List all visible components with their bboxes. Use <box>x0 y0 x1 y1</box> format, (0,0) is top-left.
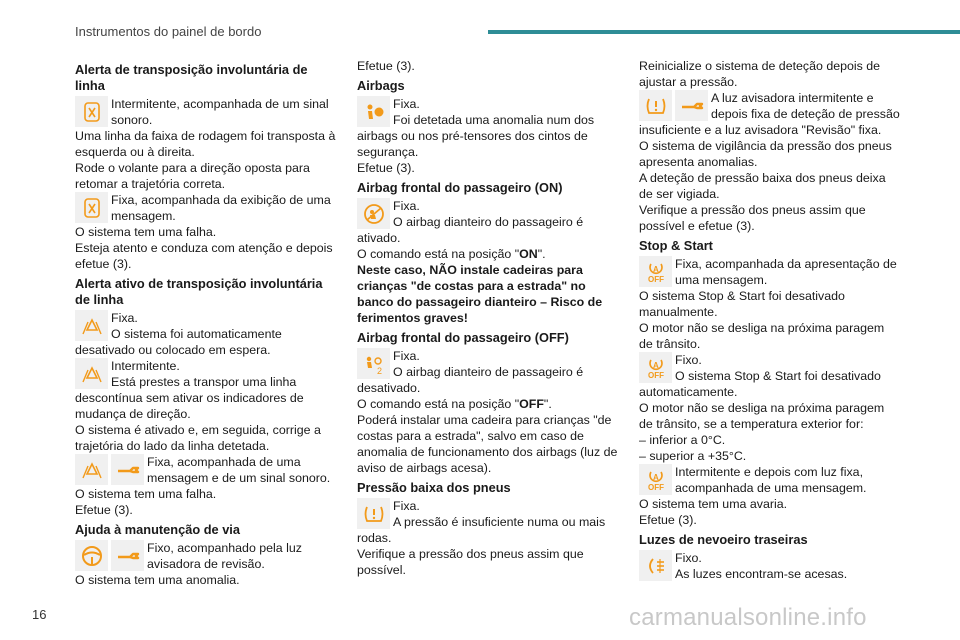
warning-entry: 2 Fixa. O airbag dianteiro de passageiro é desativado. <box>357 349 584 395</box>
svg-text:A: A <box>652 472 659 482</box>
section-title: Alerta de transposição involuntária de linha <box>75 62 308 93</box>
svg-text:2: 2 <box>376 365 382 376</box>
svg-text:OFF: OFF <box>647 370 664 380</box>
steering-wheel-icon <box>75 540 108 571</box>
warning-entry: A luz avisadora intermitente e depois fixa de deteção de pressão insuficiente e a luz avisadora "Revisão" fixa. <box>639 91 900 137</box>
warning-entry: Fixa, acompanhada de uma mensagem e de um sinal sonoro. <box>75 454 337 486</box>
passenger-airbag-off-icon <box>357 348 390 379</box>
section-title: Stop & Start <box>639 238 713 253</box>
page-number: 16 <box>32 607 47 622</box>
warning-entry: Intermitente. Está prestes a transpor uma linha descontínua sem ativar os indicadores de mudança de direção. <box>75 359 304 421</box>
column-1: Alerta de transposição involuntária de linha Intermitente, acompanhada de um sinal sonoro. Uma linha da faixa de rodagem foi transposta à esquerda ou à direita. Rode o volante para a direção oposta para retomar a trajetória correta. Fixa, acompanhada da exibição de uma mensagem. O sistema tem uma falha. Esteja atento e conduza com atenção e depois efetue (3). Alerta ativo de transposição involuntária de linha Fixa. O sistema foi automaticamente desativado ou colocado em espera. Intermitente. Está prestes a transpor uma linha descontínua sem ativar os indicadores de mudança de direção. O sistema é ativado e, em seguida, corrige a trajetória do lado da linha detetada. Fixa, acompanhada de uma mensagem e de um sinal sonoro. O sistema tem uma falha. Efetue (3). Ajuda à manutenção de via Fixo, acompanhado pela luz avisadora de revisão. O sistema tem uma anomalia. <box>75 62 336 587</box>
stop-start-off-icon <box>639 464 672 495</box>
svg-text:A: A <box>652 264 659 274</box>
lane-departure-warning-icon <box>75 96 108 127</box>
lane-keeping-assist-icon <box>75 310 108 341</box>
warning-entry: Fixo. As luzes encontram-se acesas. <box>639 550 901 582</box>
warning-entry: A OFF Intermitente e depois com luz fixa, acompanhada de uma mensagem. <box>639 464 901 496</box>
stop-start-off-icon <box>639 352 672 383</box>
svg-text:A: A <box>652 360 659 370</box>
wrench-icon <box>111 540 144 571</box>
section-title: Luzes de nevoeiro traseiras <box>639 532 808 547</box>
header-accent-bar <box>488 30 960 34</box>
warning-entry: A OFF Fixo. O sistema Stop & Start foi desativado automaticamente. <box>639 353 881 399</box>
warning-entry: Fixo, acompanhado pela luz avisadora de revisão. <box>75 540 337 572</box>
lane-keeping-assist-icon <box>75 358 108 389</box>
lane-keeping-assist-icon <box>75 454 108 485</box>
warning-entry: Fixa. Foi detetada uma anomalia num dos airbags ou nos pré-tensores dos cintos de segurança. <box>357 97 595 159</box>
column-3: Reinicialize o sistema de deteção depois de ajustar a pressão. A luz avisadora intermitente e depois fixa de deteção de pressão insuficiente e a luz avisadora "Revisão" fixa. O sistema de vigilância da pressão dos pneus apresenta anomalias. A deteção de pressão baixa dos pneus deixa de ser vigiada. Verifique a pressão dos pneus assim que possível e efetue (3). Stop & Start A OFF Fixa, acompanhada da apresentação de uma mensagem. O sistema Stop & Start foi desativado manualmente. O motor não se desliga na próxima paragem de trânsito. A OFF Fixo. O sistema Stop & Start foi desativado automaticamente. O motor não se desliga na próxima paragem de trânsito, se a temperatura exterior for: – inferior a 0°C. – superior a +35°C. A OFF Intermitente e depois com luz fixa, acompanhada de uma mensagem. O sistema tem uma avaria. Efetue (3). Luzes de nevoeiro traseiras Fixo. As luzes encontram-se acesas. <box>639 59 900 581</box>
section-title: Ajuda à manutenção de via <box>75 522 240 537</box>
tyre-pressure-icon <box>639 90 672 121</box>
passenger-airbag-on-icon <box>357 198 390 229</box>
section-title: Pressão baixa dos pneus <box>357 480 511 495</box>
section-title: Airbag frontal do passageiro (ON) <box>357 180 563 195</box>
svg-text:OFF: OFF <box>647 482 664 492</box>
lane-departure-warning-icon <box>75 192 108 223</box>
column-2: Efetue (3). Airbags Fixa. Foi detetada uma anomalia num dos airbags ou nos pré-tensores dos cintos de segurança. Efetue (3). Airbag frontal do passageiro (ON) Fixa. O airbag dianteiro do passageiro é ativado. O comando está na posição "ON". Neste caso, NÃO instale cadeiras para crianças "de costas para a estrada" no banco do passageiro dianteiro – Risco de ferimentos graves! Airbag frontal do passageiro (OFF) 2 Fixa. O airbag dianteiro de passageiro é desativado. O comando está na posição "OFF". Poderá instalar uma cadeira para crianças "de costas para a estrada", salvo em caso de anomalia de funcionamento dos airbags (luz de aviso de airbags acesa). Pressão baixa dos pneus Fixa. A pressão é insuficiente numa ou mais rodas. Verifique a pressão dos pneus assim que possível. <box>357 59 618 577</box>
warning-entry: Intermitente, acompanhada de um sinal sonoro. <box>75 96 337 128</box>
section-title: Alerta ativo de transposição involuntária de linha <box>75 276 323 307</box>
warning-entry: Fixa. O airbag dianteiro do passageiro é ativado. <box>357 199 584 245</box>
warning-entry: Fixa. A pressão é insuficiente numa ou mais rodas. <box>357 499 606 545</box>
wrench-icon <box>675 90 708 121</box>
section-title: Airbag frontal do passageiro (OFF) <box>357 330 569 345</box>
warning-entry: Fixa, acompanhada da exibição de uma mensagem. <box>75 192 337 224</box>
stop-start-off-icon <box>639 256 672 287</box>
warning-entry: A OFF Fixa, acompanhada da apresentação de uma mensagem. <box>639 256 901 288</box>
header-title: Instrumentos do painel de bordo <box>75 24 262 39</box>
section-title: Airbags <box>357 78 405 93</box>
rear-fog-light-icon <box>639 550 672 581</box>
svg-text:OFF: OFF <box>647 274 664 284</box>
airbag-icon <box>357 96 390 127</box>
wrench-icon <box>111 454 144 485</box>
watermark: carmanualsonline.info <box>629 604 867 631</box>
tyre-pressure-icon <box>357 498 390 529</box>
warning-entry: Fixa. O sistema foi automaticamente desativado ou colocado em espera. <box>75 311 282 357</box>
